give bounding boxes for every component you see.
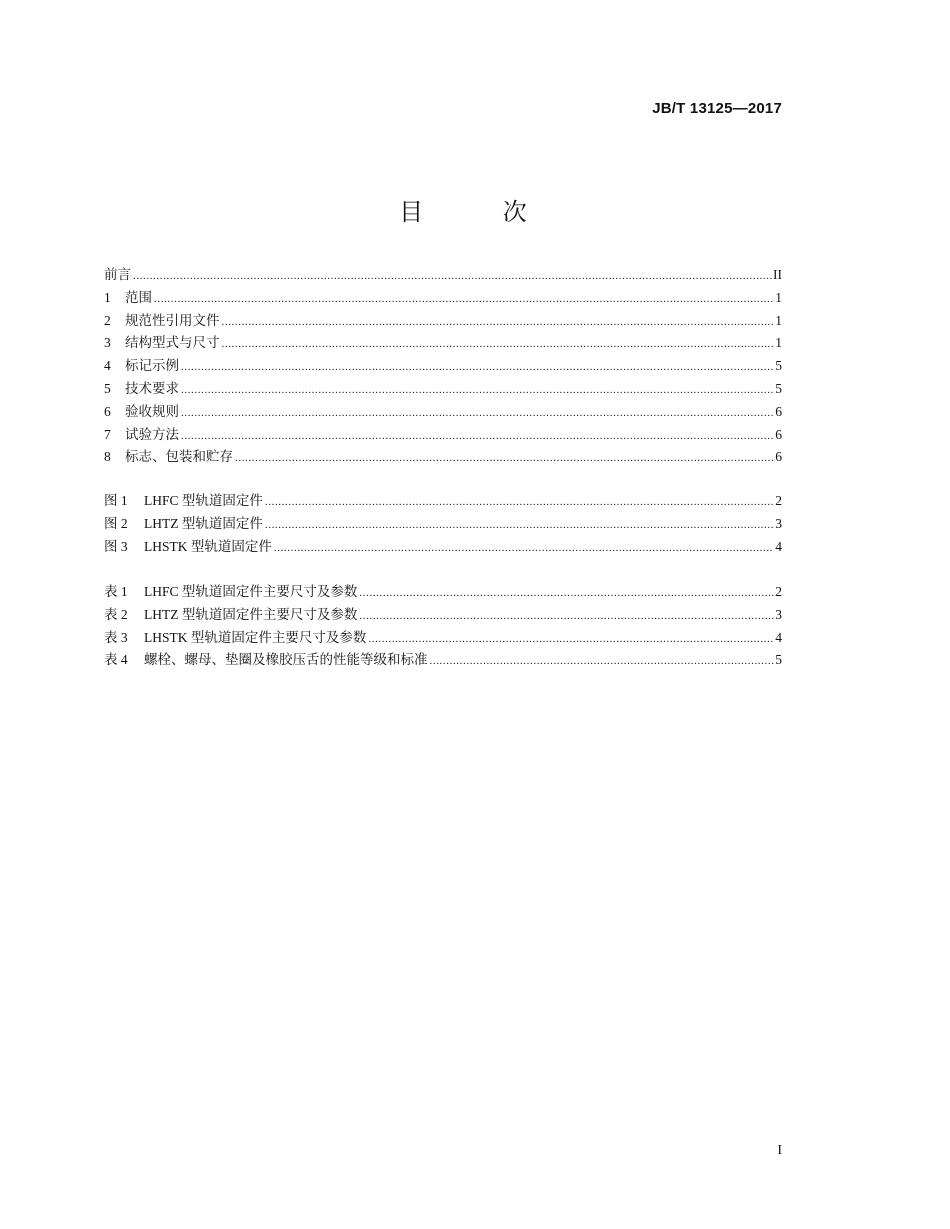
toc-entry-number: 2 <box>104 312 111 328</box>
page-number: I <box>777 1143 782 1158</box>
toc-entry-label: 技术要求 <box>125 380 179 396</box>
toc-leader-dots <box>181 356 774 379</box>
toc-entry-table-2[interactable] <box>104 604 782 627</box>
toc-entry-page: 1 <box>775 289 782 305</box>
toc-entry-number: 8 <box>104 449 111 465</box>
toc-entry-number: 3 <box>104 335 111 351</box>
toc-leader-dots <box>133 265 772 288</box>
toc-entry-section-3[interactable] <box>104 332 782 355</box>
toc-leader-dots <box>265 491 774 514</box>
toc-entry-section-5[interactable] <box>104 378 782 401</box>
toc-entry-page: 3 <box>775 606 782 622</box>
toc-entry-label: 规范性引用文件 <box>125 312 220 328</box>
toc-leader-dots <box>368 628 774 651</box>
toc-entry-page: 1 <box>775 335 782 351</box>
toc-entry-page: II <box>773 267 782 282</box>
toc-entry-page: 5 <box>775 358 782 374</box>
toc-entry-label: 前言 <box>104 267 131 282</box>
toc-tables <box>104 581 782 672</box>
toc-entry-figure-2[interactable] <box>104 513 782 536</box>
toc-entry-page: 4 <box>775 629 782 645</box>
toc-leader-dots <box>222 333 775 356</box>
toc-entry-number: 图 1 <box>104 493 128 508</box>
toc-entry-number: 表 4 <box>104 652 128 668</box>
toc-entry-label: 结构型式与尺寸 <box>125 335 220 351</box>
toc-entry-number: 1 <box>104 289 111 305</box>
toc-entry-label: 螺栓、螺母、垫圈及橡胶压舌的性能等级和标准 <box>144 652 428 668</box>
toc-entry-section-1[interactable] <box>104 287 782 310</box>
toc-leader-dots <box>154 288 774 311</box>
toc-entry-label: 验收规则 <box>125 403 179 419</box>
toc-entry-number: 表 2 <box>104 606 128 622</box>
toc-entry-page: 6 <box>775 426 782 442</box>
toc-entry-page: 5 <box>775 652 782 668</box>
toc-entry-label: LHTZ 型轨道固定件主要尺寸及参数 <box>144 606 358 622</box>
toc-entry-figure-1[interactable] <box>104 490 782 513</box>
toc-leader-dots <box>181 402 774 425</box>
toc-entry-label: LHSTK 型轨道固定件 <box>144 538 272 554</box>
toc-leader-dots <box>235 447 774 470</box>
toc-leader-dots <box>430 650 775 673</box>
toc-figures <box>104 490 782 558</box>
toc-entry-number: 表 3 <box>104 629 128 645</box>
toc-leader-dots <box>265 514 774 537</box>
toc-entry-page: 6 <box>775 449 782 465</box>
toc-entry-label: LHFC 型轨道固定件 <box>144 493 263 508</box>
toc-leader-dots <box>181 379 774 402</box>
toc-entry-section-2[interactable] <box>104 310 782 333</box>
toc-leader-dots <box>359 582 774 605</box>
standard-number: JB/T 13125—2017 <box>652 100 782 117</box>
toc-entry-figure-3[interactable] <box>104 536 782 559</box>
toc-entry-label: 标志、包装和贮存 <box>125 449 233 465</box>
toc-entry-number: 6 <box>104 403 111 419</box>
toc-entry-section-8[interactable] <box>104 446 782 469</box>
toc-entry-page: 5 <box>775 380 782 396</box>
toc-entry-table-1[interactable] <box>104 581 782 604</box>
toc-entry-section-7[interactable] <box>104 424 782 447</box>
toc-leader-dots <box>359 605 774 628</box>
toc-entry-section-4[interactable] <box>104 355 782 378</box>
toc-entry-label: LHFC 型轨道固定件主要尺寸及参数 <box>144 584 358 599</box>
toc-sections <box>104 264 782 469</box>
toc-entry-foreword[interactable] <box>104 264 782 287</box>
toc-entry-page: 6 <box>775 403 782 419</box>
toc-entry-page: 4 <box>775 538 782 554</box>
toc-entry-label: 范围 <box>125 289 152 305</box>
toc-entry-number: 4 <box>104 358 111 374</box>
toc-entry-page: 1 <box>775 312 782 328</box>
toc-entry-number: 5 <box>104 380 111 396</box>
toc-entry-label: 试验方法 <box>125 426 179 442</box>
toc-entry-table-3[interactable] <box>104 627 782 650</box>
toc-leader-dots <box>274 537 774 560</box>
toc-entry-number: 表 1 <box>104 584 128 599</box>
toc-entry-number: 7 <box>104 426 111 442</box>
toc-entry-table-4[interactable] <box>104 649 782 672</box>
toc-entry-section-6[interactable] <box>104 401 782 424</box>
toc-entry-label: LHSTK 型轨道固定件主要尺寸及参数 <box>144 629 367 645</box>
toc-entry-number: 图 3 <box>104 538 128 554</box>
toc-leader-dots <box>181 425 774 448</box>
toc-entry-page: 2 <box>775 584 782 599</box>
toc-entry-page: 3 <box>775 515 782 531</box>
toc-entry-number: 图 2 <box>104 515 128 531</box>
toc-entry-page: 2 <box>775 493 782 508</box>
toc-entry-label: LHTZ 型轨道固定件 <box>144 515 263 531</box>
toc-leader-dots <box>222 311 775 334</box>
toc-title: 目 次 <box>399 198 563 226</box>
toc-entry-label: 标记示例 <box>125 358 179 374</box>
